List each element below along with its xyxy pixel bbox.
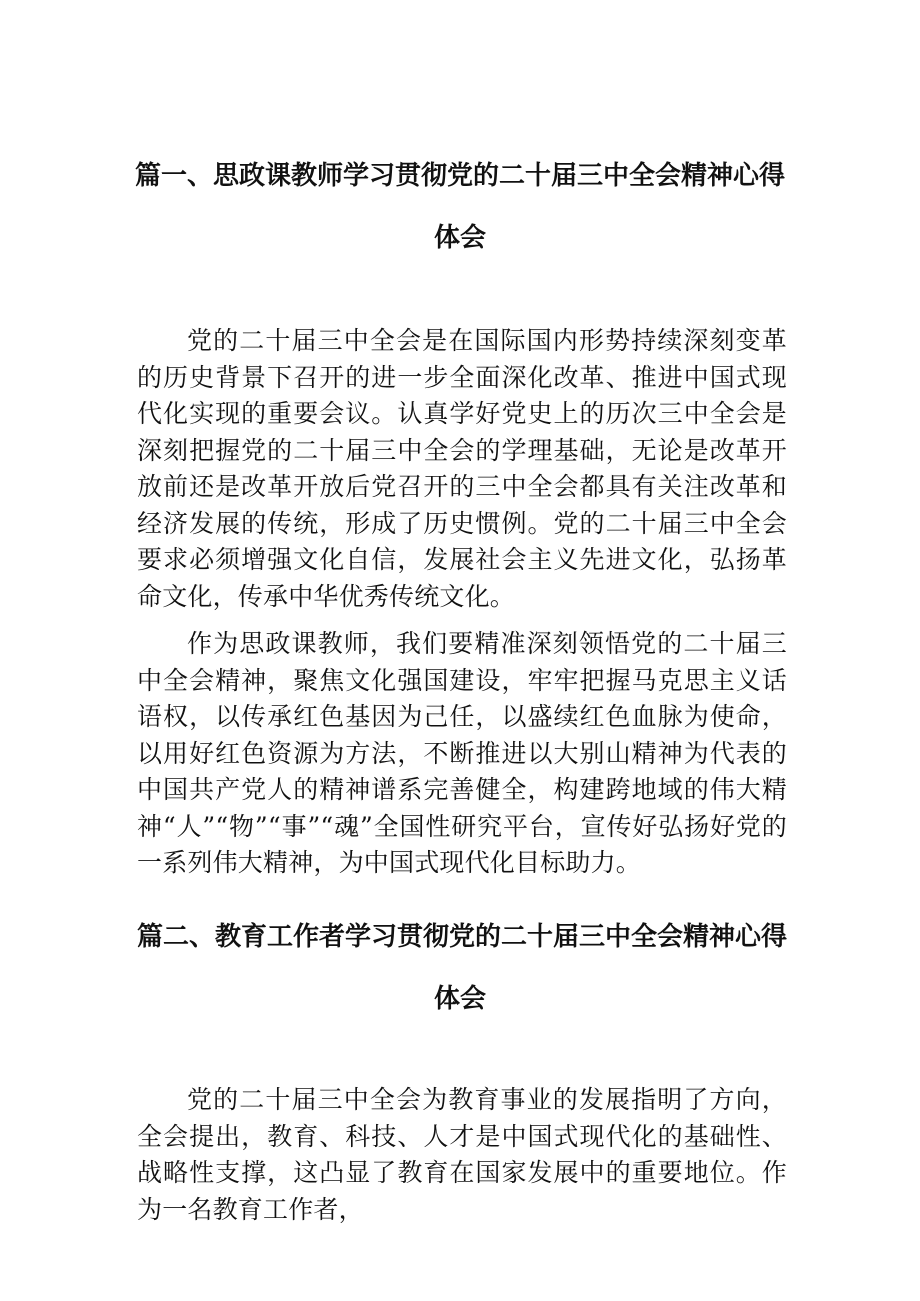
section-1-paragraph-2: 作为思政课教师，我们要精准深刻领悟党的二十届三中全会精神，聚焦文化强国建设，牢牢把握马克思主义话语权，以传承红色基因为己任，以盛续红色血脉为使命，以用好红色资源为方法，不断推进以大别山精神为代表的中国共产党人的精神谱系完善健全，构建跨地域的伟大精神“人”“物”“事”“魂”全国性研究平台，宣传好弘扬好党的一系列伟大精神，为中国式现代化目标助力。 (137, 629, 787, 877)
section-1-title-line-1: 篇一、思政课教师学习贯彻党的二十届三中全会精神心得 (134, 161, 785, 191)
section-2-paragraph-1: 党的二十届三中全会为教育事业的发展指明了方向，全会提出，教育、科技、人才是中国式现代化的基础性、战略性支撑，这凸显了教育在国家发展中的重要地位。作为一名教育工作者， (137, 1085, 787, 1224)
section-2-title-line-1: 篇二、教育工作者学习贯彻党的二十届三中全会精神心得 (137, 922, 788, 952)
section-1-title-line-2: 体会 (433, 223, 486, 253)
section-1-paragraph-1: 党的二十届三中全会是在国际国内形势持续深刻变革的历史背景下召开的进一步全面深化改革、推进中国式现代化实现的重要会议。认真学好党史上的历次三中全会是深刻把握党的二十届三中全会的学理基础，无论是改革开放前还是改革开放后党召开的三中全会都具有关注改革和经济发展的传统，形成了历史惯例。党的二十届三中全会要求必须增强文化自信，发展社会主义先进文化，弘扬革命文化，传承中华优秀传统文化。 (137, 326, 787, 611)
section-2-title-line-2: 体会 (433, 984, 486, 1014)
